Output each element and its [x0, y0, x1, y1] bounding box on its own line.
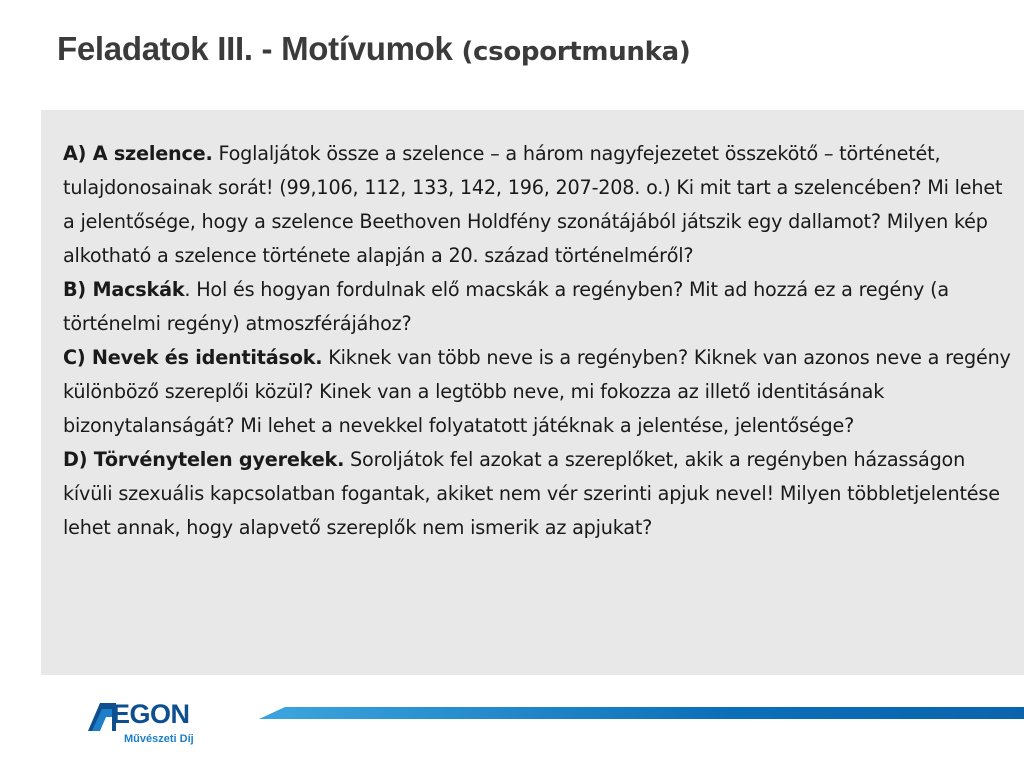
slide-title	[57, 30, 690, 68]
task-a-text: Foglaljátok össze a szelence – a három nagyfejezetet összekötő – történetét, tulajdonosainak sorát! (99,106, 112, 133, 142, 196, 207-208. o.) Ki mit tart a szelencében? Mi lehet a jelentősége, hogy a szelence Beethoven Holdfény szonátájából játszik egy dallamot? Milyen kép alkotható a szelence története alapján a 20. század történelméről?	[63, 142, 1003, 267]
task-b	[63, 273, 1013, 341]
task-c-text: Kiknek van több neve is a regényben? Kiknek van azonos neve a regény különböző szereplői közül? Kinek van a legtöbb neve, mi fokozza az illető identitásának bizonytalanságát? Mi lehet a nevekkel folyatatott játéknak a jelentése, jelentősége?	[63, 346, 1011, 437]
logo-subtitle: Művészeti Díj	[124, 733, 194, 745]
task-c	[63, 341, 1013, 443]
task-list	[63, 137, 1013, 545]
task-d-text: Soroljátok fel azokat a szereplőket, akik a regényben házasságon kívüli szexuális kapcsolatban fogantak, akiket nem vér szerinti apjuk nevel! Milyen többletjelentése lehet annak, hogy alapvető szereplők nem ismerik az apjukat?	[63, 448, 1000, 539]
task-c-heading: C) Nevek és identitások.	[63, 346, 323, 369]
task-b-text: . Hol és hogyan fordulnak elő macskák a regényben? Mit ad hozzá ez a regény (a történelmi regény) atmoszférájához?	[63, 278, 949, 335]
logo-word: EGON	[112, 699, 190, 729]
task-a-heading: A) A szelence.	[63, 142, 213, 165]
task-d	[63, 443, 1013, 545]
task-d-heading: D) Törvénytelen gyerekek.	[63, 448, 345, 471]
task-b-heading: B) Macskák	[63, 278, 185, 301]
task-a	[63, 137, 1013, 273]
slide-title-main: Feladatok III. - Motívumok	[57, 30, 453, 67]
footer-stripe	[285, 707, 1024, 719]
aegon-logo	[88, 695, 208, 755]
slide-title-suffix: (csoportmunka)	[461, 37, 691, 67]
